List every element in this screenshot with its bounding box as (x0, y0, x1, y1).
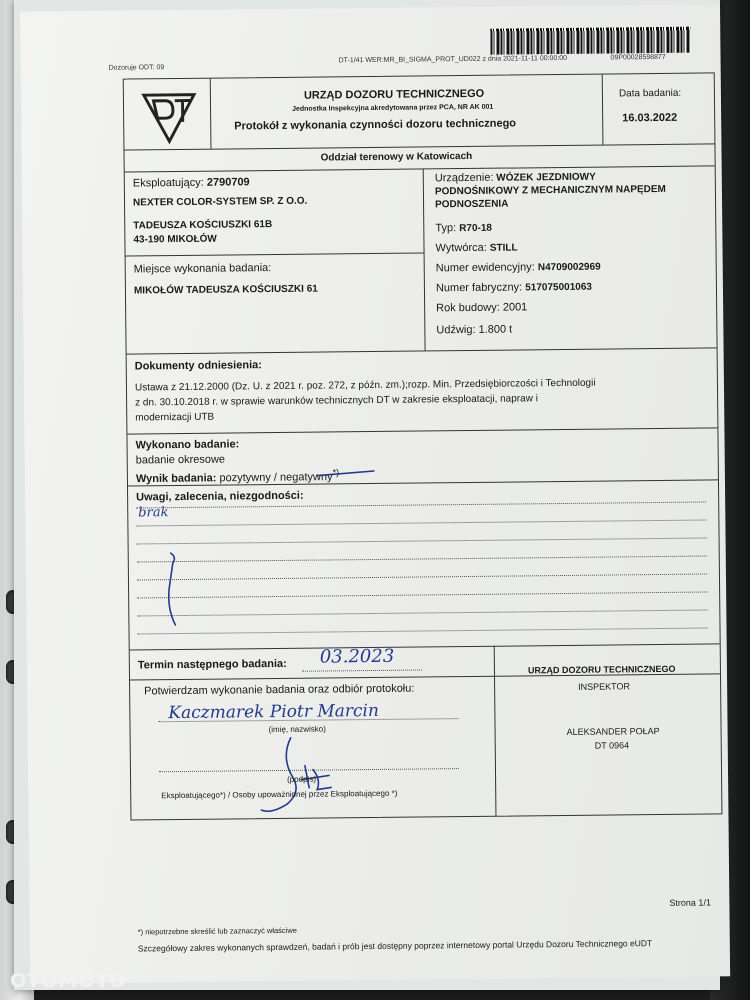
documents-text (135, 374, 715, 425)
remarks-label: Uwagi, zalecenia, niezgodności: (136, 489, 304, 504)
document-reference: DT-1/41 WER:MR_BI_SIGMA_PROT_UD022 z dnia 2021-11-11 00:00:00 (338, 54, 568, 65)
device-label: Urządzenie: (434, 171, 494, 185)
device-capacity (436, 324, 512, 337)
signature-caption: (podpis) (287, 774, 317, 784)
place-value: MIKOŁÓW TADEUSZA KOŚCIUSZKI 61 (133, 283, 318, 297)
otomoto-watermark: OTOMOTO (10, 970, 127, 992)
confirm-label: Potwierdzam wykonanie badania oraz odbiór protokołu: (144, 682, 415, 698)
protocol-form (123, 72, 723, 820)
year-label: Rok budowy: (436, 301, 500, 315)
inspector-name: ALEKSANDER POŁAP (566, 726, 660, 737)
document-title: Protokół z wykonania czynności dozoru technicznego (234, 117, 517, 133)
place-label: Miejsce wykonania badania: (133, 262, 272, 276)
inspector-role: INSPEKTOR (578, 681, 631, 692)
org-name: URZĄD DOZORU TECHNICZNEGO (303, 87, 485, 102)
documents-line: Ustawa z 21.12.2000 (Dz. U. z 2021 r. poz. 272, z późn. zm.);rozp. Min. Przedsiębiorczości i Technologii (134, 377, 596, 394)
operator-code: 2790709 (206, 176, 250, 189)
exam-date: 16.03.2022 (622, 111, 678, 125)
device-evidence-number (436, 261, 601, 275)
serial-label: Numer fabryczny: (435, 281, 523, 295)
device-name-2: PODNOŚNIKOWY Z MECHANICZNYM NAPĘDEM (434, 183, 666, 198)
exam-label: Wykonano badanie: (135, 438, 240, 452)
device-year (436, 301, 527, 314)
device-maker (435, 241, 517, 254)
handwritten-signature (250, 717, 361, 818)
name-caption: (imię, nazwisko) (268, 724, 326, 735)
page-number: Strona 1/1 (669, 897, 711, 908)
year-value: 2001 (502, 301, 528, 314)
date-label: Data badania: (618, 87, 682, 100)
result-value: pozytywny / negatywny (219, 471, 333, 485)
device-name-1: WÓZEK JEZDNIOWY (496, 171, 596, 184)
documents-line: z dn. 30.10.2018 r. w sprawie warunków technicznych DT w zakresie eksploatacji, napraw i (135, 393, 538, 409)
serial-value: 517075001063 (525, 281, 593, 294)
capacity-label: Udźwig: (436, 323, 476, 337)
exam-value: badanie okresowe (135, 453, 226, 467)
barcode-number: 09P000285988​77 (610, 53, 666, 62)
result-label: Wynik badania: (135, 472, 217, 486)
protocol-document (20, 4, 730, 983)
evid-value: N4709002969 (537, 261, 601, 274)
footer-note: Szczegółowy zakres wykonanych sprawdzeń, badań i prób jest dostępny poprzez internetowy portal Urzędu Dozoru Technicznego eUDT (137, 938, 653, 954)
inspector-org: URZĄD DOZORU TECHNICZNEGO (527, 663, 676, 676)
signature-footer-caption: Eksploatującego*) / Osoby upoważnionej przez Eksploatującego *) (161, 788, 398, 801)
type-value: R70-18 (459, 222, 493, 235)
operator-name: NEXTER COLOR-SYSTEM SP. Z O.O. (132, 195, 308, 209)
udt-logo-icon (140, 89, 199, 148)
barcode (490, 27, 690, 55)
strikethrough-mark (316, 465, 376, 482)
org-accreditation: Jednostka Inspekcyjna akredytowana przez PCA, NR AK 001 (292, 103, 494, 113)
inspector-code: DT 0964 (594, 740, 630, 751)
device-name-3: PODNOSZENIA (435, 198, 509, 211)
documents-line: modernizacji UTB (135, 411, 215, 424)
next-exam-handwritten: 03.2023 (319, 645, 395, 668)
footnote: *) niepotrzebne skreślić lub zaznaczyć właściwe (137, 925, 297, 937)
device-type (435, 222, 492, 235)
evid-label: Numer ewidencyjny: (435, 261, 535, 275)
result-footnote-mark: *) (332, 467, 340, 478)
documents-label: Dokumenty odniesienia: (134, 359, 262, 373)
next-exam-label: Termin następnego badania: (137, 657, 287, 672)
confirm-handwritten-name: Kaczmarek Piotr Marcin (168, 700, 379, 724)
capacity-value: 1.800 t (478, 323, 513, 336)
maker-label: Wytwórca: (435, 241, 487, 255)
operator-city: 43-190 MIKOŁÓW (133, 233, 217, 246)
operator-label: Eksploatujący: (132, 176, 204, 190)
remarks-handwritten: brak (138, 505, 169, 521)
handwritten-dash-mark (159, 549, 190, 629)
branch-office: Oddział terenowy w Katowicach (320, 150, 473, 164)
operator-line (133, 176, 250, 189)
supervising-office: Dozoruje ODT: 09 (108, 64, 165, 72)
exam-result (136, 467, 339, 485)
type-label: Typ: (435, 222, 457, 235)
device-serial-number (436, 281, 592, 295)
operator-street: TADEUSZA KOŚCIUSZKI 61B (133, 219, 273, 232)
maker-value: STILL (489, 242, 518, 254)
device-block (435, 170, 666, 211)
